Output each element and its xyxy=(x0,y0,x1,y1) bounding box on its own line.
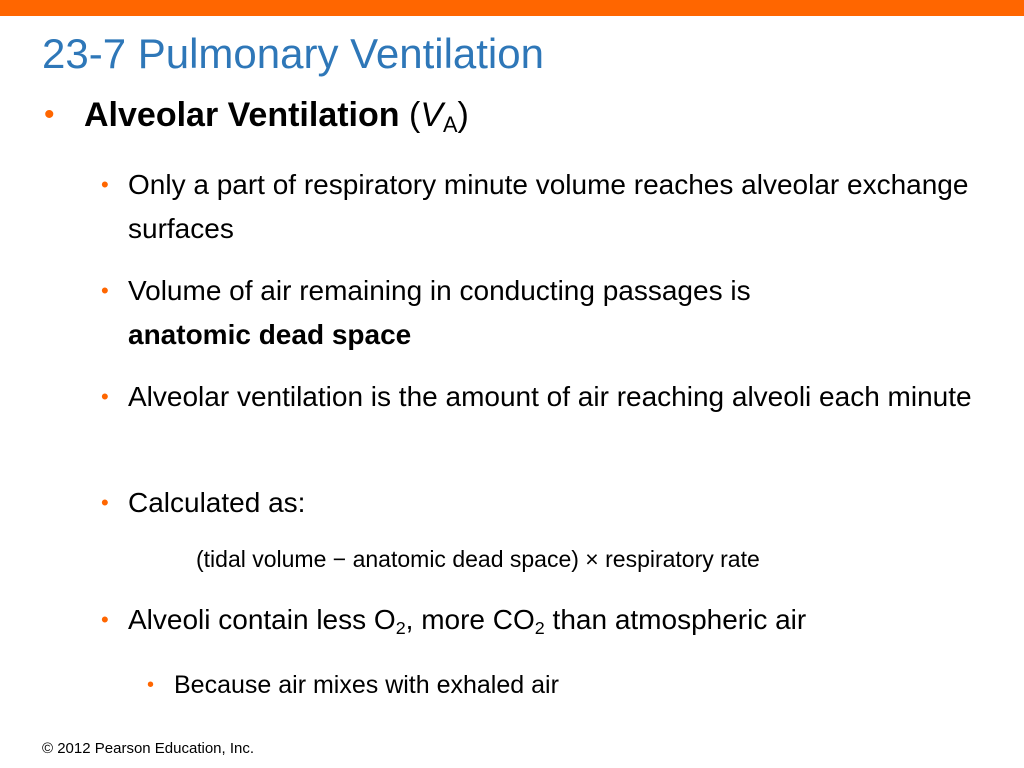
subpoint-text: Because air mixes with exhaled air xyxy=(174,671,559,699)
subpoint-exhaled-air xyxy=(147,666,559,704)
heading-bullet-item xyxy=(44,93,469,138)
point-bold-term: anatomic dead space xyxy=(128,319,412,350)
bullet-marker: • xyxy=(101,607,109,632)
point-dead-space xyxy=(101,269,988,357)
gas-text-1: Alveoli contain less O xyxy=(128,604,396,635)
heading-variable: V xyxy=(420,96,443,134)
point-text: Alveolar ventilation is the amount of air reaching alveoli each minute xyxy=(128,381,972,412)
bullet-marker: • xyxy=(44,98,55,131)
oxygen-subscript: 2 xyxy=(395,618,406,639)
bullet-marker: • xyxy=(101,490,109,515)
point-gas-content xyxy=(101,598,988,642)
point-text: Volume of air remaining in conducting passages is xyxy=(128,275,751,306)
point-calculated-as xyxy=(101,481,988,525)
gas-text-3: than atmospheric air xyxy=(544,604,807,635)
gas-text-2: , more CO xyxy=(405,604,535,635)
heading-open-paren: ( xyxy=(399,96,421,134)
point-text: Only a part of respiratory minute volume reaches alveolar exchange surfaces xyxy=(128,169,969,244)
bullet-marker: • xyxy=(101,384,109,409)
heading-variable-subscript: A xyxy=(443,112,458,138)
point-alveolar-ventilation xyxy=(101,375,988,419)
point-minute-volume xyxy=(101,163,988,251)
ventilation-formula: (tidal volume − anatomic dead space) × respiratory rate xyxy=(196,546,760,572)
bullet-marker: • xyxy=(101,278,109,303)
heading-bold-text: Alveolar Ventilation xyxy=(84,96,400,134)
slide-title: 23-7 Pulmonary Ventilation xyxy=(42,30,544,77)
co2-subscript: 2 xyxy=(534,618,545,639)
point-text: Calculated as: xyxy=(128,487,306,518)
bullet-marker: • xyxy=(147,674,155,696)
copyright-footer: © 2012 Pearson Education, Inc. xyxy=(42,740,255,757)
bullet-marker: • xyxy=(101,172,109,197)
heading-close-paren: ) xyxy=(457,96,469,134)
